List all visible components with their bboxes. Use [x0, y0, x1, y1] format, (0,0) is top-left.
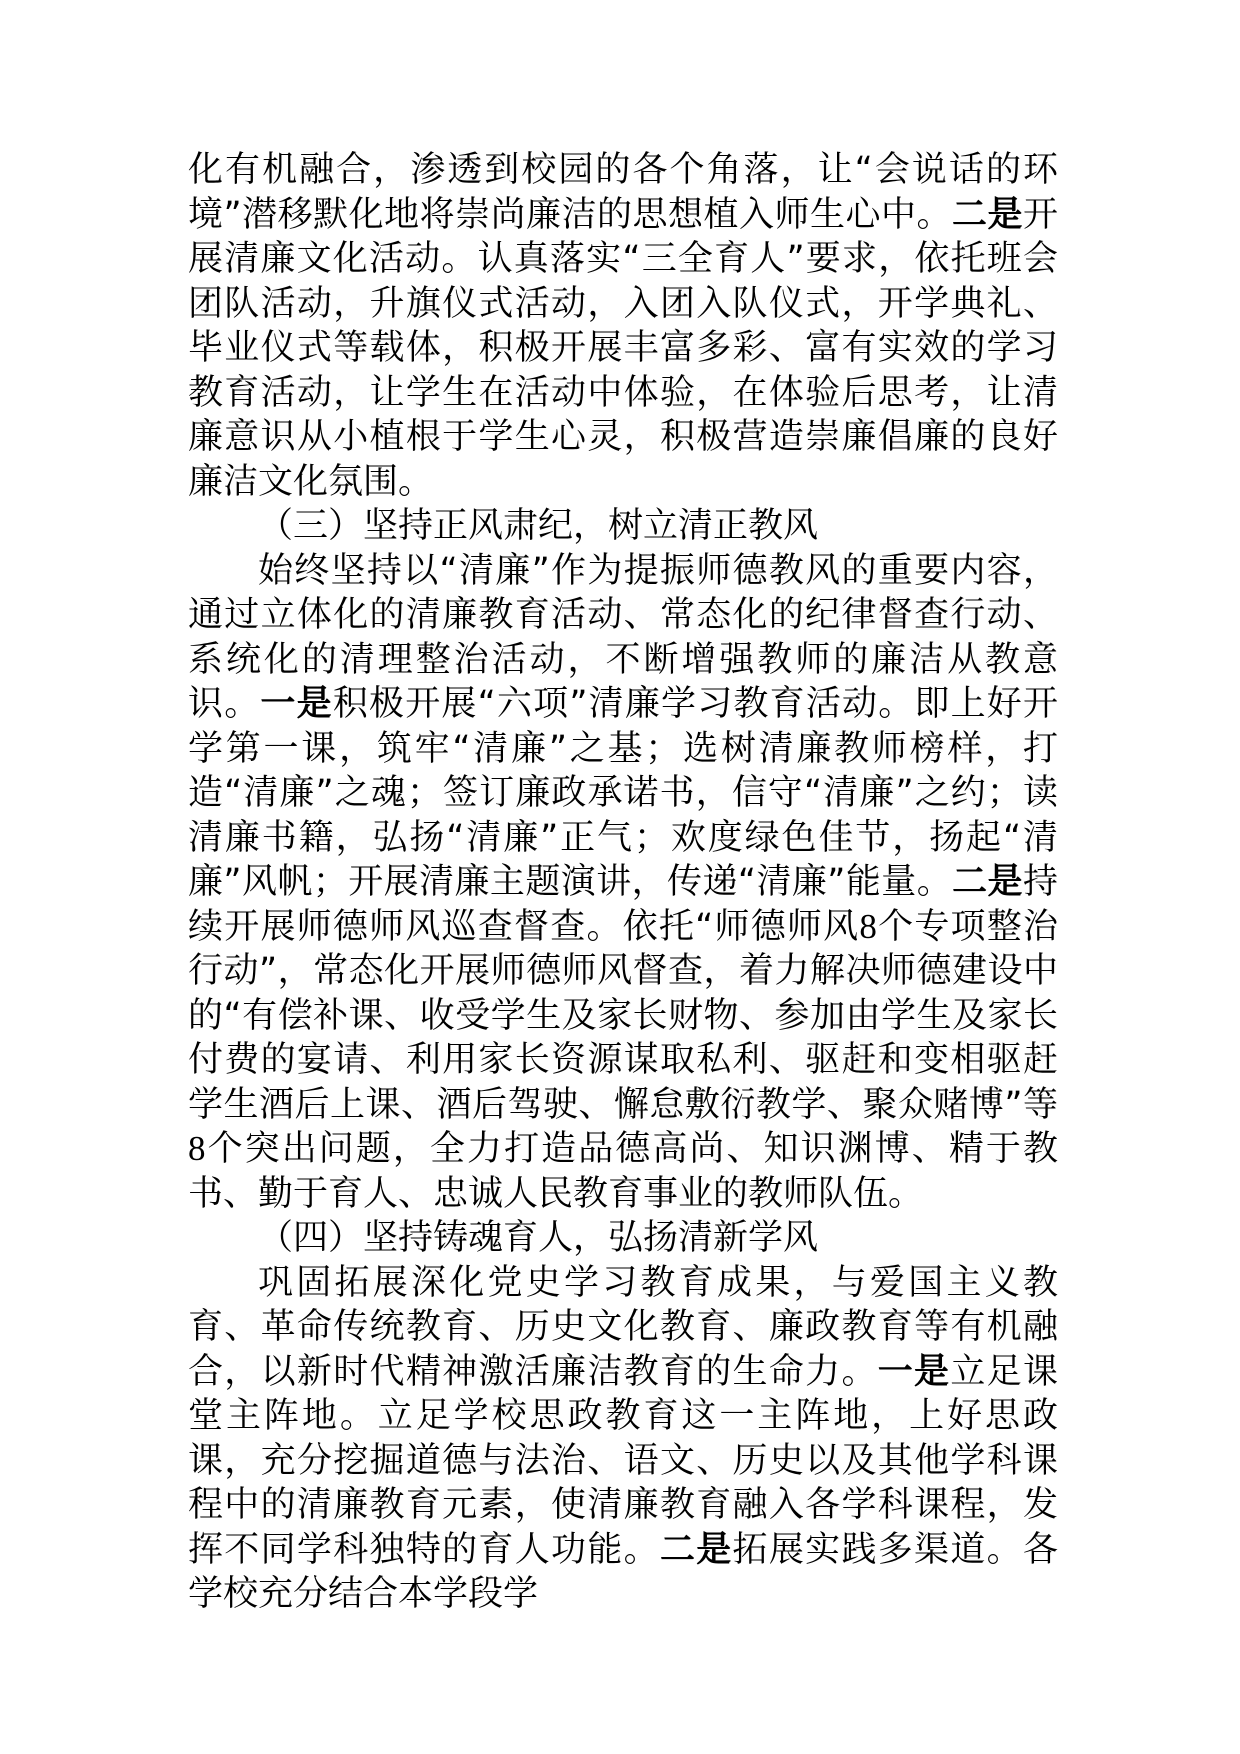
- paragraph-text: 个突出问题，全力打造品德高尚、知识渊博、精于教书、勤于育人、忠诚人民教育事业的教师队伍。: [188, 1129, 1058, 1214]
- paragraph-text: 巩固拓展深化党史学习教育成果，与爱国主义教育、革命传统教育、历史文化教育、廉政教育等有机融合，以新时代精神激活廉洁教育的生命力。: [188, 1262, 1058, 1392]
- point-lead-two: 二是: [659, 1529, 733, 1570]
- document-body: [188, 148, 1058, 1617]
- paragraph-continuation: [188, 148, 1058, 504]
- paragraph-text: 始终坚持以“清廉”作为提振师德教风的重要内容，通过立体化的清廉教育活动、常态化的纪律督查行动、系统化的清理整治活动，不断增强教师的廉洁从教意识。: [188, 550, 1058, 724]
- number-text: 8: [859, 906, 877, 946]
- paragraph-text: 化有机融合，渗透到校园的各个角落，让“会说话的环境”潜移默化地将崇尚廉洁的思想植入师生心中。: [188, 150, 1058, 235]
- point-lead-one: 一是: [260, 684, 333, 724]
- number-text: 8: [188, 1129, 206, 1168]
- paragraph-text: 个专项整治行动”，常态化开展师德师风督查，着力解决师德建设中的“有偿补课、收受学生及家长财物、参加由学生及家长付费的宴请、利用家长资源谋取私利、驱赶和变相驱赶学生酒后上课、酒后驾驶、懈怠敷衍教学、聚众赌博”等: [188, 906, 1058, 1125]
- paragraph-text: 积极开展“六项”清廉学习教育活动。即上好开学第一课，筑牢“清廉”之基；选树清廉教师榜样，打造“清廉”之魂；签订廉政承诺书，信守“清廉”之约；读清廉书籍，弘扬“清廉”正气；欢度绿色佳节，扬起“清廉”风帆；开展清廉主题演讲，传递“清廉”能量。: [188, 684, 1058, 902]
- paragraph-section-3: [188, 549, 1058, 1217]
- paragraph-text: 持续开展师德师风巡查督查。依托“师德师风: [188, 862, 1058, 947]
- point-lead-two: 二是: [951, 194, 1023, 235]
- paragraph-text: 立足课堂主阵地。立足学校思政教育这一主阵地，上好思政课，充分挖掘道德与法治、语文、历史以及其他学科课程中的清廉教育元素，使清廉教育融入各学科课程，发挥不同学科独特的育人功能。: [188, 1351, 1058, 1570]
- section-heading-4: （四）坚持铸魂育人，弘扬清新学风: [258, 1218, 819, 1258]
- paragraph-section-4: [188, 1261, 1058, 1617]
- point-lead-one: 一是: [877, 1351, 951, 1392]
- section-heading-3: （三）坚持正风肃纪，树立清正教风: [258, 506, 819, 546]
- point-lead-two: 二是: [952, 862, 1023, 902]
- paragraph-text: 拓展实践多渠道。各学校充分结合本学段学: [188, 1529, 1058, 1614]
- paragraph-text: 开展清廉文化活动。认真落实“三全育人”要求，依托班会团队活动，升旗仪式活动，入团入队仪式，开学典礼、毕业仪式等载体，积极开展丰富多彩、富有实效的学习教育活动，让学生在活动中体验，在体验后思考，让清廉意识从小植根于学生心灵，积极营造崇廉倡廉的良好廉洁文化氛围。: [188, 194, 1058, 502]
